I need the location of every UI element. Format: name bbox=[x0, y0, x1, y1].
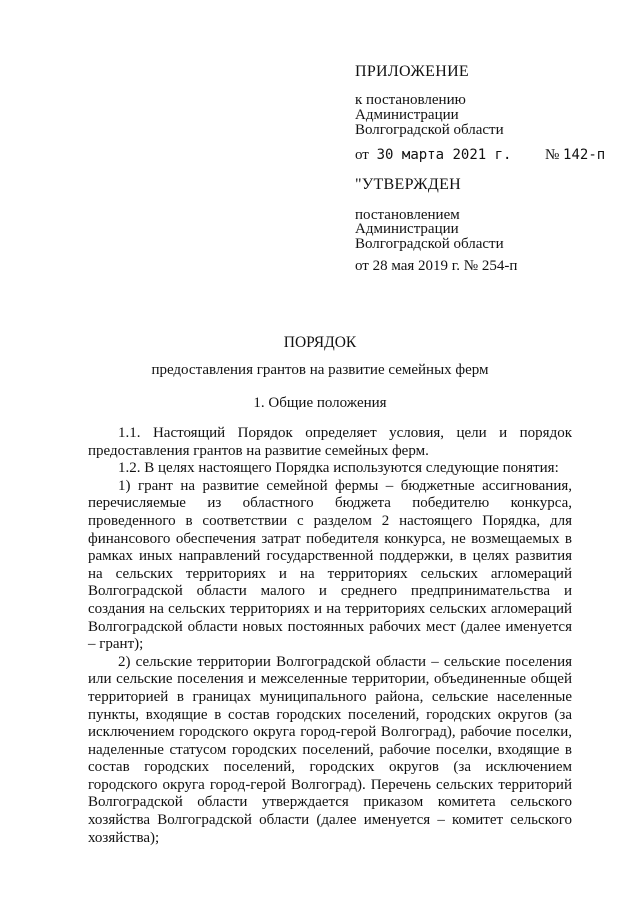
paragraph-1-2: 1.2. В целях настоящего Порядка используются следующие понятия: bbox=[118, 460, 559, 477]
appendix-to-line-3: Волгоградской области bbox=[355, 122, 504, 138]
approved-line-2: Администрации bbox=[355, 221, 459, 237]
approved-line-1: постановлением bbox=[355, 207, 460, 223]
handwritten-date: 30 марта 2021 г. bbox=[376, 147, 512, 163]
approved-line-4: от 28 мая 2019 г. № 254-п bbox=[355, 258, 518, 274]
number-prefix: № bbox=[544, 147, 560, 163]
appendix-to-line-1: к постановлению bbox=[355, 92, 466, 108]
appendix-title: ПРИЛОЖЕНИЕ bbox=[355, 63, 470, 80]
document-heading: ПОРЯДОК bbox=[283, 334, 357, 351]
appendix-to-line-2: Администрации bbox=[355, 107, 459, 123]
paragraph-definition-2: 2) сельские территории Волгоградской области – сельские поселения или сельские поселения и межселенные территории, объединенные общей территорией в границах муниципального района, сельские населенные пункты, входящие в состав городских поселений, городских округов (за исключением городского округа город-герой Волгоград), рабочие поселки, наделенные статусом городских поселений, рабочие поселки, входящие в состав городских поселений, городских округов (за исключением городского округа город-герой Волгоград). Перечень сельских территорий Волгоградской области утверждается приказом комитета сельского хозяйства Волгоградской области (далее именуется – комитет сельского хозяйства); bbox=[88, 653, 572, 846]
handwritten-number: 142-п bbox=[563, 147, 606, 163]
document-subheading: предоставления грантов на развитие семейных ферм bbox=[151, 362, 489, 378]
section-title: 1. Общие положения bbox=[253, 395, 387, 411]
paragraph-definition-1: 1) грант на развитие семейной фермы – бюджетные ассигнования, перечисляемые из областного бюджета победителю конкурса, проведенного в соответствии с разделом 2 настоящего Порядка, для финансового обеспечения затрат победителя конкурса, не возмещаемых в рамках иных направлений государственной поддержки, в целях развития на сельских территориях и на территориях сельских агломераций Волгоградской области малого и среднего предпринимательства и создания на сельских территориях и на территориях сельских агломераций Волгоградской области новых постоянных рабочих мест (далее именуется – грант); bbox=[88, 477, 572, 653]
paragraph-1-1: 1.1. Настоящий Порядок определяет условия, цели и порядок предоставления грантов на развитие семейных ферм. bbox=[88, 425, 572, 459]
document-body bbox=[88, 425, 572, 847]
approved-title: "УТВЕРЖДЕН bbox=[355, 176, 461, 193]
approved-line-3: Волгоградской области bbox=[355, 236, 504, 252]
appendix-date-line bbox=[355, 147, 605, 163]
date-prefix: от bbox=[355, 147, 369, 163]
